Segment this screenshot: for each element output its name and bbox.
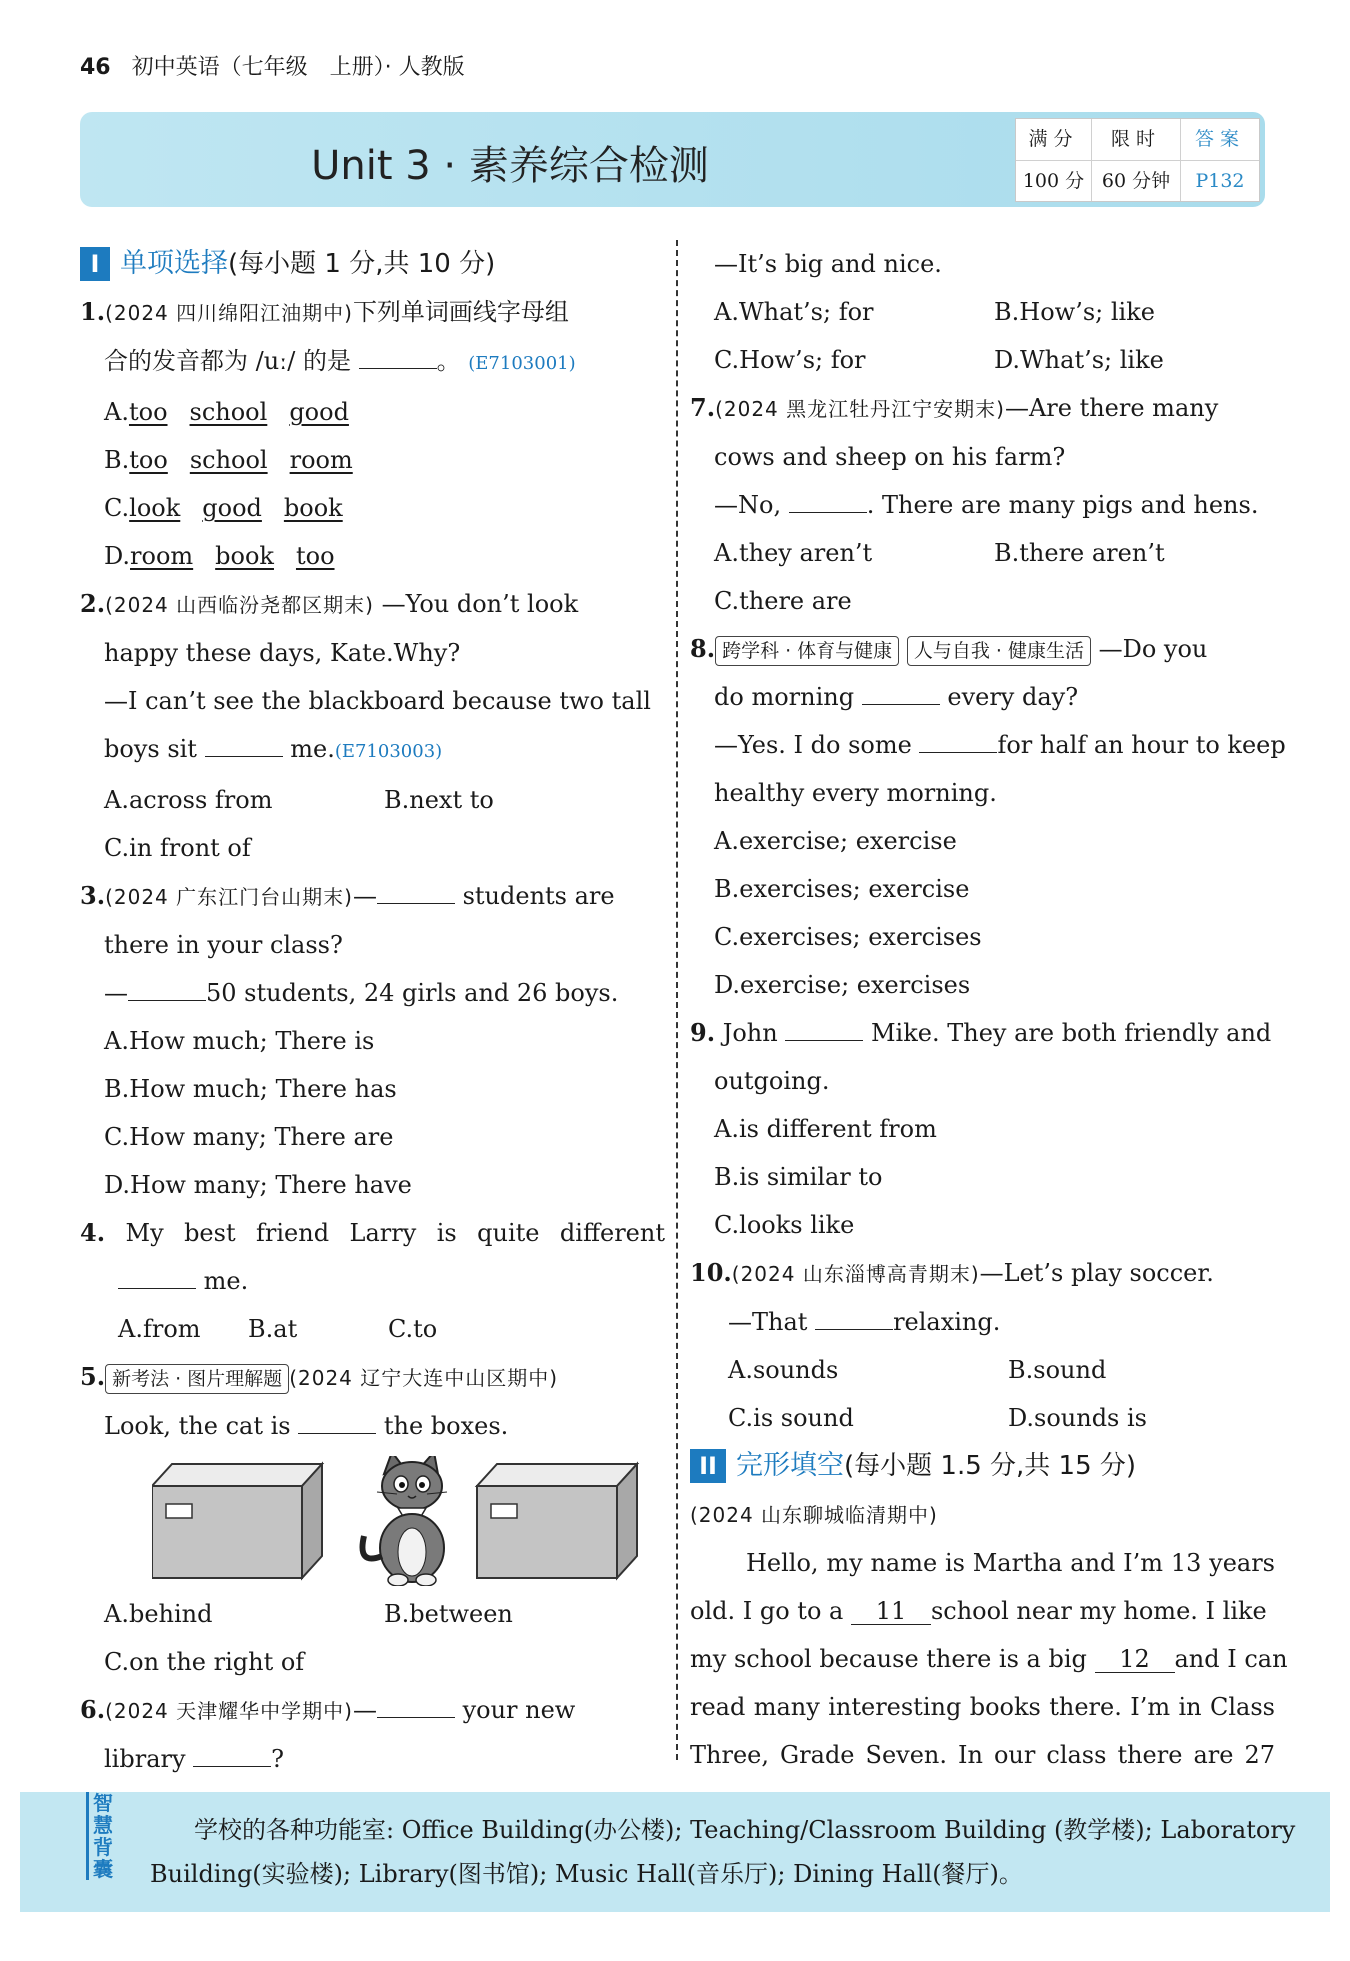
question-1 bbox=[80, 288, 665, 337]
option-label: C. bbox=[104, 494, 130, 522]
question-code: (E7103003) bbox=[334, 741, 443, 762]
option-word: too bbox=[129, 446, 168, 474]
answer-page-link[interactable]: P132 bbox=[1181, 160, 1259, 202]
answer-blank[interactable] bbox=[128, 978, 206, 1001]
option-label: D. bbox=[104, 542, 131, 570]
answer-blank[interactable] bbox=[919, 730, 997, 753]
option-b[interactable]: B.How’s; like bbox=[994, 298, 1155, 326]
question-stem: outgoing. bbox=[714, 1067, 830, 1095]
question-stem: . There are many pigs and hens. bbox=[866, 491, 1259, 519]
option-word: good bbox=[202, 494, 262, 522]
right-column bbox=[690, 240, 1288, 1779]
question-number: 5. bbox=[80, 1362, 106, 1391]
question-stem: library bbox=[104, 1745, 186, 1773]
question-5 bbox=[80, 1353, 665, 1402]
option-word: look bbox=[129, 494, 181, 522]
options-row bbox=[690, 336, 1275, 384]
question-stem: 50 students, 24 girls and 26 boys. bbox=[206, 979, 619, 1007]
full-score-value: 100 分 bbox=[1016, 160, 1091, 202]
question-stem: healthy every morning. bbox=[714, 779, 997, 807]
option-d[interactable]: D.What’s; like bbox=[994, 346, 1164, 374]
question-stem: Look, the cat is bbox=[104, 1412, 291, 1440]
answer-blank[interactable] bbox=[377, 1695, 455, 1718]
option-c[interactable]: C.is sound bbox=[728, 1404, 854, 1432]
option-a[interactable]: A.they aren’t bbox=[714, 539, 873, 567]
time-limit-label: 限时 bbox=[1110, 128, 1161, 150]
question-stem: relaxing. bbox=[893, 1308, 1001, 1336]
options-row bbox=[690, 529, 1275, 577]
question-10 bbox=[690, 1249, 1275, 1298]
question-stem: me. bbox=[203, 1267, 249, 1295]
answer-blank[interactable] bbox=[862, 682, 940, 705]
question-source: (2024 黑龙江牡丹江宁安期末) bbox=[715, 397, 1005, 421]
page-header bbox=[80, 50, 465, 81]
question-tag: 新考法 · 图片理解题 bbox=[105, 1364, 289, 1394]
question-stem: students are bbox=[462, 882, 615, 910]
option-b[interactable]: B.at bbox=[248, 1315, 298, 1343]
full-score-label: 满分 bbox=[1028, 128, 1079, 150]
section-2-note: (每小题 1.5 分,共 15 分) bbox=[844, 1451, 1137, 1481]
option-c[interactable]: C.How’s; for bbox=[714, 346, 866, 374]
dash: — bbox=[104, 979, 128, 1007]
option-word: book bbox=[215, 542, 274, 570]
option-d[interactable] bbox=[80, 532, 665, 580]
question-6 bbox=[80, 1686, 665, 1735]
unit-title: Unit 3 · 素养综合检测 bbox=[311, 143, 709, 189]
answer-blank[interactable] bbox=[298, 1411, 376, 1434]
options-row bbox=[80, 1590, 665, 1638]
dash: — bbox=[352, 882, 377, 910]
cloze-blank-11[interactable]: 11 bbox=[851, 1598, 931, 1625]
answer-blank[interactable] bbox=[815, 1307, 893, 1330]
illustration-svg bbox=[152, 1456, 652, 1586]
question-1-stem-2 bbox=[80, 337, 665, 388]
question-stem: boys sit bbox=[104, 735, 197, 763]
passage-line: Three, Grade Seven. In our class there are 27 bbox=[690, 1741, 1275, 1769]
option-a[interactable]: A.How much; There is bbox=[104, 1027, 375, 1055]
answer-label: 答案 bbox=[1194, 128, 1245, 150]
dash: — bbox=[352, 1696, 377, 1724]
question-stem: me. bbox=[290, 735, 335, 763]
question-stem: there in your class? bbox=[104, 931, 343, 959]
question-tag: 人与自我 · 健康生活 bbox=[907, 636, 1091, 666]
time-limit-cell bbox=[1092, 119, 1181, 201]
option-word: too bbox=[128, 398, 168, 426]
tip-box bbox=[20, 1792, 1330, 1912]
option-c[interactable] bbox=[80, 484, 665, 532]
option-a[interactable]: A.What’s; for bbox=[714, 298, 874, 326]
question-8-line-2 bbox=[690, 673, 1275, 721]
section-1-title: 单项选择 bbox=[120, 248, 228, 279]
option-word: school bbox=[189, 398, 268, 426]
option-word: good bbox=[289, 398, 349, 426]
score-box bbox=[1015, 118, 1260, 202]
options-row bbox=[690, 288, 1275, 336]
column-divider bbox=[676, 240, 678, 1760]
option-c[interactable]: C.there are bbox=[714, 587, 852, 615]
question-stem: —That bbox=[728, 1308, 808, 1336]
section-2-number: II bbox=[690, 1449, 726, 1483]
question-stem: —I can’t see the blackboard because two tall bbox=[104, 687, 651, 715]
cat-between-boxes-illustration bbox=[152, 1456, 665, 1586]
tip-line: 学校的各种功能室: Office Building(办公楼); Teaching/Classroom Building (教学楼); Laboratory bbox=[194, 1816, 1296, 1844]
section-1-number: I bbox=[80, 247, 110, 281]
question-source: (2024 山东淄博高青期末) bbox=[731, 1262, 980, 1286]
question-2 bbox=[80, 580, 665, 629]
options-row bbox=[690, 1346, 1275, 1394]
question-stem: —You don’t look bbox=[381, 590, 579, 618]
option-b[interactable]: B.exercises; exercise bbox=[714, 875, 970, 903]
question-number: 4. bbox=[80, 1218, 106, 1247]
right-box bbox=[477, 1464, 637, 1578]
option-c[interactable]: C.in front of bbox=[104, 834, 251, 862]
option-a[interactable]: A.exercise; exercise bbox=[714, 827, 957, 855]
passage-text: old. I go to a bbox=[690, 1597, 844, 1625]
passage-line bbox=[690, 1635, 1288, 1683]
question-number: 2. bbox=[80, 589, 106, 618]
options-row bbox=[80, 1305, 665, 1353]
question-8 bbox=[690, 625, 1275, 673]
question-source: (2024 山西临汾尧都区期末) bbox=[105, 593, 374, 617]
question-stem: 下列单词画线字母组 bbox=[352, 298, 569, 326]
option-word: room bbox=[289, 446, 353, 474]
option-b[interactable]: B.How much; There has bbox=[104, 1075, 397, 1103]
option-c[interactable]: C.How many; There are bbox=[104, 1123, 394, 1151]
question-stem: 合的发音都为 /uː/ 的是 bbox=[104, 347, 351, 375]
left-box bbox=[152, 1464, 322, 1578]
section-1-heading bbox=[80, 240, 665, 288]
book-title: 初中英语（七年级 上册）· 人教版 bbox=[131, 55, 465, 80]
passage-line: read many interesting books there. I’m in Class bbox=[690, 1693, 1275, 1721]
option-b[interactable]: B.is similar to bbox=[714, 1163, 883, 1191]
answer-cell[interactable] bbox=[1181, 119, 1259, 201]
question-stem: —Let’s play soccer. bbox=[979, 1259, 1214, 1287]
page-number: 46 bbox=[80, 55, 111, 80]
question-number: 9. bbox=[690, 1018, 716, 1047]
option-label: A. bbox=[104, 398, 129, 426]
question-stem: cows and sheep on his farm? bbox=[714, 443, 1066, 471]
question-stem: —Do you bbox=[1098, 635, 1208, 663]
question-8-line-3 bbox=[690, 721, 1286, 769]
question-stem: for half an hour to keep bbox=[997, 731, 1286, 759]
option-b[interactable]: B.sound bbox=[1008, 1356, 1107, 1384]
options-row bbox=[690, 1394, 1275, 1442]
options-row bbox=[80, 776, 665, 824]
section-source: (2024 山东聊城临清期中) bbox=[690, 1503, 938, 1527]
question-code: (E7103001) bbox=[468, 353, 576, 374]
question-number: 8. bbox=[690, 634, 716, 663]
option-b[interactable] bbox=[80, 436, 665, 484]
question-stem: do morning bbox=[714, 683, 855, 711]
full-score-cell bbox=[1016, 119, 1092, 201]
option-c[interactable]: C.looks like bbox=[714, 1211, 855, 1239]
question-number: 1. bbox=[80, 297, 106, 326]
passage-line bbox=[690, 1587, 1275, 1635]
answer-blank[interactable] bbox=[789, 490, 867, 513]
option-a[interactable]: A.is different from bbox=[714, 1115, 937, 1143]
answer-blank[interactable] bbox=[118, 1266, 196, 1289]
question-7 bbox=[690, 384, 1275, 433]
answer-blank[interactable] bbox=[193, 1744, 271, 1767]
question-stem: every day? bbox=[947, 683, 1079, 711]
question-source: (2024 辽宁大连中山区期中) bbox=[289, 1366, 559, 1390]
question-2-line-4 bbox=[80, 725, 665, 776]
question-stem: —No, bbox=[714, 491, 782, 519]
question-7-line-3 bbox=[690, 481, 1275, 529]
option-d[interactable]: D.exercise; exercises bbox=[714, 971, 971, 999]
question-stem: —Are there many bbox=[1004, 394, 1219, 422]
option-a[interactable] bbox=[80, 388, 665, 436]
tip-line: Building(实验楼); Library(图书馆); Music Hall(音乐厅); Dining Hall(餐厅)。 bbox=[150, 1860, 1023, 1888]
time-limit-value: 60 分钟 bbox=[1092, 160, 1180, 202]
question-stem: —It’s big and nice. bbox=[714, 250, 942, 278]
option-a[interactable]: A.from bbox=[118, 1315, 201, 1343]
question-stem: ? bbox=[271, 1745, 285, 1773]
question-5-stem bbox=[80, 1402, 665, 1450]
answer-blank[interactable] bbox=[785, 1018, 863, 1041]
question-number: 7. bbox=[690, 393, 716, 422]
question-number: 3. bbox=[80, 881, 106, 910]
question-6-line-2 bbox=[80, 1735, 665, 1783]
tip-text bbox=[150, 1808, 1300, 1896]
option-b[interactable]: B.next to bbox=[384, 786, 494, 814]
option-c[interactable]: C.on the right of bbox=[104, 1648, 305, 1676]
question-source: (2024 广东江门台山期末) bbox=[105, 885, 353, 909]
left-column bbox=[80, 240, 665, 1783]
question-stem: your new bbox=[462, 1696, 576, 1724]
question-3-line-3 bbox=[80, 969, 665, 1017]
question-stem: My best friend Larry is quite different bbox=[125, 1219, 665, 1247]
option-d[interactable]: D.sounds is bbox=[1008, 1404, 1147, 1432]
option-label: B. bbox=[104, 446, 130, 474]
question-stem: John bbox=[722, 1019, 778, 1047]
question-tag: 跨学科 · 体育与健康 bbox=[715, 636, 899, 666]
option-c[interactable]: C.to bbox=[388, 1315, 438, 1343]
option-word: school bbox=[189, 446, 268, 474]
question-stem: Mike. They are both friendly and bbox=[870, 1019, 1272, 1047]
question-stem: —Yes. I do some bbox=[714, 731, 912, 759]
passage-line: Hello, my name is Martha and I’m 13 years bbox=[746, 1549, 1275, 1577]
option-a[interactable]: A.sounds bbox=[728, 1356, 839, 1384]
question-4 bbox=[80, 1209, 665, 1257]
answer-blank[interactable] bbox=[205, 734, 283, 757]
section-2-heading bbox=[690, 1442, 1275, 1490]
passage-text: and I can bbox=[1174, 1645, 1288, 1673]
question-number: 6. bbox=[80, 1695, 106, 1724]
question-number: 10. bbox=[690, 1258, 732, 1287]
answer-blank[interactable] bbox=[377, 881, 455, 904]
question-stem: the boxes. bbox=[383, 1412, 509, 1440]
question-10-line-2 bbox=[690, 1298, 1275, 1346]
stem-end: 。 bbox=[436, 347, 461, 375]
option-word: room bbox=[130, 542, 194, 570]
passage-text: my school because there is a big bbox=[690, 1645, 1087, 1673]
cat-icon bbox=[362, 1456, 447, 1586]
option-word: book bbox=[283, 494, 343, 522]
question-source: (2024 四川绵阳江油期中) bbox=[105, 301, 353, 325]
passage-text: school near my home. I like bbox=[930, 1597, 1267, 1625]
cloze-blank-12[interactable]: 12 bbox=[1095, 1646, 1175, 1673]
option-word: too bbox=[295, 542, 335, 570]
question-9 bbox=[690, 1009, 1275, 1057]
option-b[interactable]: B.there aren’t bbox=[994, 539, 1165, 567]
option-a[interactable]: A.behind bbox=[104, 1600, 213, 1628]
question-3 bbox=[80, 872, 665, 921]
question-source: (2024 天津耀华中学期中) bbox=[105, 1699, 353, 1723]
section-2-title: 完形填空 bbox=[736, 1450, 844, 1481]
tip-label: 智慧背囊 bbox=[86, 1792, 123, 1880]
option-d[interactable]: D.How many; There have bbox=[104, 1171, 412, 1199]
question-stem: happy these days, Kate.Why? bbox=[104, 639, 461, 667]
answer-blank[interactable] bbox=[359, 346, 437, 369]
option-b[interactable]: B.between bbox=[384, 1600, 513, 1628]
question-4-line-2 bbox=[80, 1257, 665, 1305]
option-a[interactable]: A.across from bbox=[104, 786, 273, 814]
option-c[interactable]: C.exercises; exercises bbox=[714, 923, 982, 951]
section-1-note: (每小题 1 分,共 10 分) bbox=[228, 249, 496, 279]
